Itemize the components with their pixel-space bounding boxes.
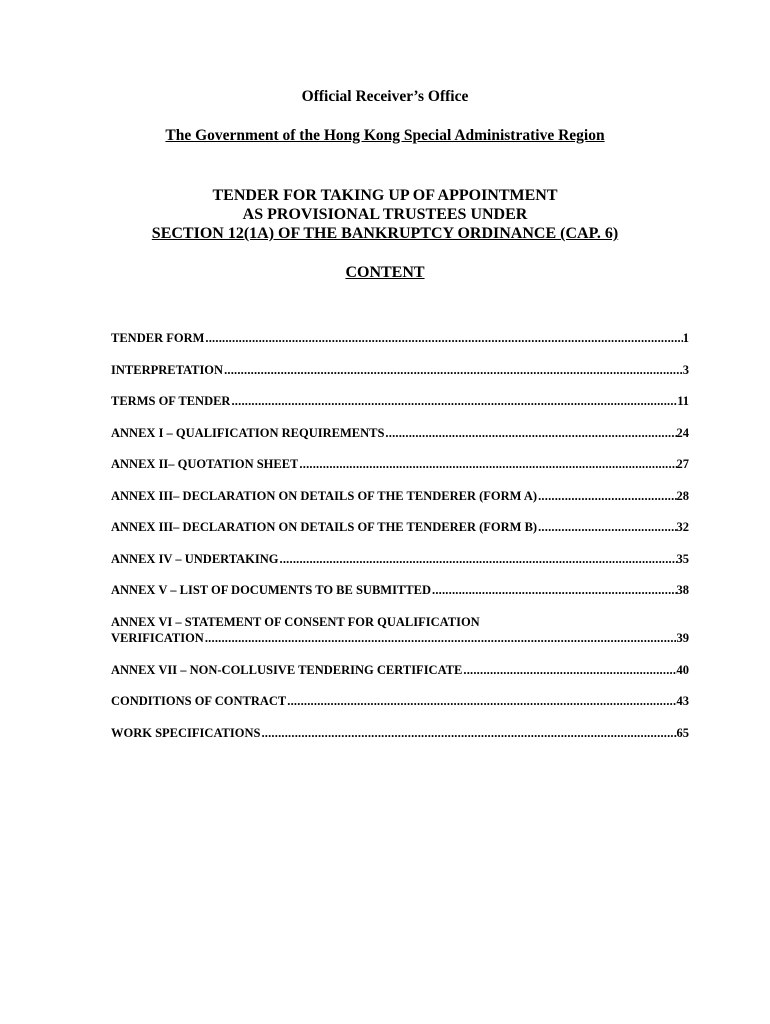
- toc-leader-dots: [286, 693, 676, 709]
- toc-entry-label: ANNEX III– DECLARATION ON DETAILS OF THE TENDERER (FORM A): [111, 488, 538, 503]
- toc-entry-label: ANNEX V – LIST OF DOCUMENTS TO BE SUBMITTED: [111, 583, 431, 597]
- toc-entry-page: 3: [682, 362, 689, 377]
- toc-entry-page: 40: [676, 662, 689, 677]
- title-line-1: TENDER FOR TAKING UP OF APPOINTMENT: [212, 187, 558, 204]
- toc-entry-second-row: [111, 630, 689, 646]
- toc-entry-interpretation[interactable]: [111, 362, 689, 378]
- title-line-3: SECTION 12(1A) OF THE BANKRUPTCY ORDINANCE (CAP. 6): [151, 225, 619, 242]
- toc-leader-dots: [230, 393, 677, 409]
- toc-leader-dots: [384, 425, 676, 441]
- toc-entry-label-line-1: ANNEX VI – STATEMENT OF CONSENT FOR QUALIFICATION: [111, 614, 480, 629]
- toc-entry-annex-iv[interactable]: [111, 551, 689, 567]
- government-name: The Government of the Hong Kong Special Administrative Region: [165, 127, 605, 144]
- toc-entry-annex-iii-form-a[interactable]: [111, 488, 689, 504]
- toc-leader-dots: [537, 519, 676, 535]
- toc-entry-page: 24: [676, 425, 689, 440]
- toc-entry-page: 43: [676, 694, 689, 708]
- toc-leader-dots: [279, 551, 677, 567]
- toc-entry-label: ANNEX IV – UNDERTAKING: [111, 551, 279, 566]
- toc-entry-page: 38: [676, 583, 689, 597]
- toc-entry-label: ANNEX II– QUOTATION SHEET: [111, 457, 299, 471]
- office-name: Official Receiver’s Office: [301, 88, 469, 105]
- toc-entry-annex-v[interactable]: [111, 582, 689, 598]
- content-heading: CONTENT: [345, 264, 425, 281]
- toc-entry-label: TENDER FORM: [111, 331, 205, 345]
- toc-entry-label: CONDITIONS OF CONTRACT: [111, 694, 287, 708]
- toc-entry-page: 35: [676, 551, 689, 566]
- toc-entry-label: ANNEX I – QUALIFICATION REQUIREMENTS: [111, 425, 385, 440]
- toc-entry-label: INTERPRETATION: [111, 362, 224, 377]
- toc-leader-dots: [204, 330, 682, 346]
- toc-entry-annex-ii[interactable]: [111, 456, 689, 472]
- toc-leader-dots: [298, 456, 676, 472]
- toc-entry-annex-vi[interactable]: [111, 614, 689, 646]
- toc-entry-page: 11: [677, 394, 689, 408]
- toc-entry-terms-of-tender[interactable]: [111, 393, 689, 409]
- title-line-2: AS PROVISIONAL TRUSTEES UNDER: [242, 206, 528, 223]
- toc-entry-page: 28: [676, 488, 689, 503]
- toc-entry-conditions-of-contract[interactable]: [111, 693, 689, 709]
- toc-entry-annex-iii-form-b[interactable]: [111, 519, 689, 535]
- toc-entry-annex-i[interactable]: [111, 425, 689, 441]
- toc-entry-page: 65: [676, 725, 689, 740]
- toc-entry-page: 39: [676, 630, 689, 645]
- toc-entry-annex-vii[interactable]: [111, 662, 689, 678]
- toc-leader-dots: [204, 630, 677, 646]
- toc-entry-tender-form[interactable]: [111, 330, 689, 346]
- toc-leader-dots: [537, 488, 676, 504]
- toc-entry-label: ANNEX VII – NON-COLLUSIVE TENDERING CERTIFICATE: [111, 662, 463, 677]
- toc-entry-page: 1: [682, 331, 689, 345]
- table-of-contents: [111, 330, 689, 756]
- toc-entry-page: 32: [676, 520, 689, 534]
- document-title: [0, 186, 770, 243]
- toc-entry-work-specifications[interactable]: [111, 725, 689, 741]
- toc-entry-label: ANNEX III– DECLARATION ON DETAILS OF THE TENDERER (FORM B): [111, 520, 538, 534]
- toc-leader-dots: [223, 362, 683, 378]
- toc-entry-page: 27: [676, 457, 689, 471]
- toc-entry-label: WORK SPECIFICATIONS: [111, 725, 261, 740]
- toc-leader-dots: [462, 662, 676, 678]
- toc-entry-label: TERMS OF TENDER: [111, 394, 231, 408]
- toc-leader-dots: [260, 725, 676, 741]
- toc-leader-dots: [431, 582, 677, 598]
- toc-entry-label: VERIFICATION: [111, 630, 204, 645]
